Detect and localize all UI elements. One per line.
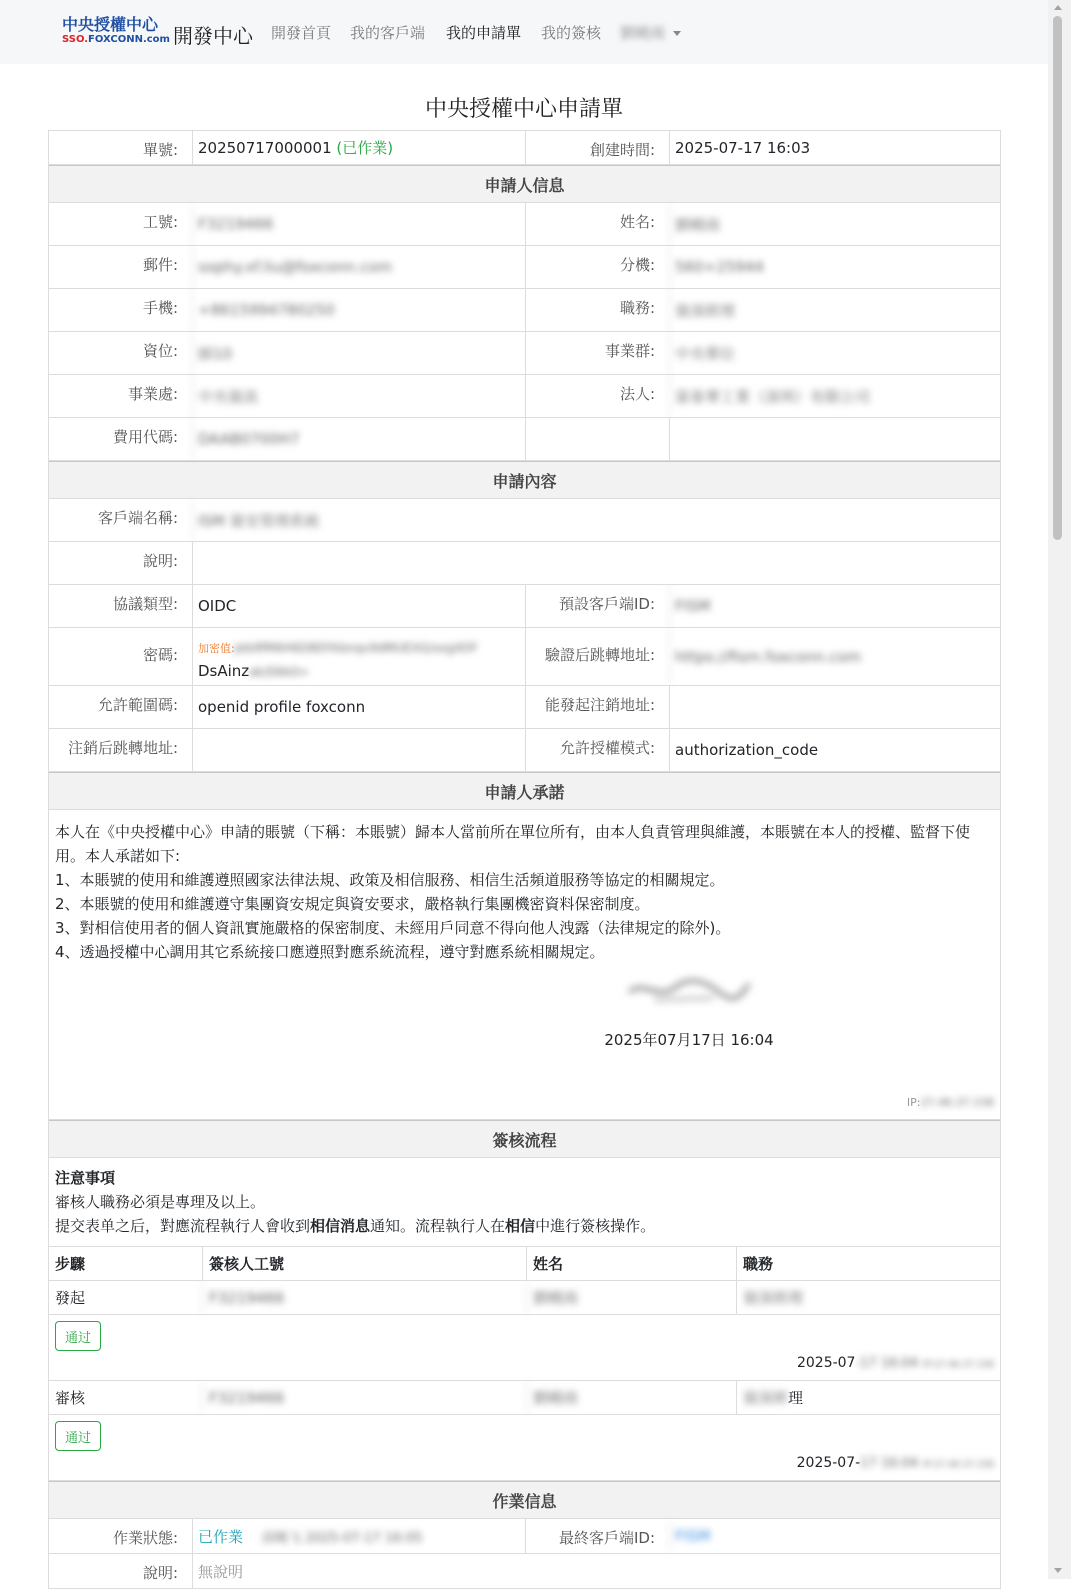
note-2: 提交表单之后，對應流程執行人會收到相信消息通知。流程執行人在相信中進行簽核操作。 <box>55 1217 656 1235</box>
logout-label: 能發起注銷地址: <box>544 696 655 714</box>
default-client-id-value: FISM <box>669 585 1001 627</box>
pledge-ip: IP:27.46.37.158 <box>906 1096 994 1109</box>
signature-image <box>624 970 754 1010</box>
pledge-item: 3、對相信使用者的個人資訊實施嚴格的保密制度、未經用戶同意不得向他人洩露（法律規定的除外)。 <box>55 919 731 937</box>
order-status: (已作業) <box>336 139 394 157</box>
approver-name: 劉曉雨 <box>526 1281 736 1314</box>
cost-value: DAAB0700H7 <box>192 418 525 460</box>
page-title: 中央授權中心申請單 <box>424 97 623 122</box>
client-name-value: ISM 資安管理系統 <box>192 499 1000 541</box>
approver-id: F3219466 <box>202 1381 526 1414</box>
logo-sso: SSO. <box>62 34 89 45</box>
scope-value: openid profile foxconn <box>192 686 525 728</box>
grant-value: authorization_code <box>669 729 1001 771</box>
created-value: 2025-07-17 16:03 <box>669 131 1001 164</box>
secret-label: 密碼: <box>142 646 178 664</box>
section-applicant-info: 申請人信息 <box>49 165 1000 203</box>
scope-label: 允許範圍碼: <box>97 696 178 714</box>
pass-button[interactable]: 通过 <box>55 1421 101 1451</box>
order-label: 單號: <box>142 141 178 159</box>
email-label: 郵件: <box>142 256 178 274</box>
grade-label: 資位: <box>142 342 178 360</box>
phone-label: 手機: <box>142 299 178 317</box>
pledge-item: 4、透過授權中心調用其它系統接口應遵照對應系統流程，遵守對應系統相關規定。 <box>55 943 605 961</box>
nav-my-clients[interactable]: 我的客戶端 <box>350 24 426 42</box>
col-title: 職務 <box>736 1247 1000 1280</box>
approver-name: 劉曉雨 <box>526 1381 736 1414</box>
section-operation-info: 作業信息 <box>49 1481 1000 1519</box>
application-form <box>48 130 1001 1589</box>
ext-value: 560+25944 <box>669 246 1001 288</box>
redirect-label: 驗證后跳轉地址: <box>544 646 655 664</box>
brand-title[interactable]: 開發中心 <box>173 24 253 48</box>
section-application-content: 申請內容 <box>49 461 1000 499</box>
default-client-id-label: 預設客戶端ID: <box>558 595 655 613</box>
logo-title: 中央授權中心 <box>62 15 159 34</box>
redirect-value: https://fism.foxconn.com <box>669 628 1001 685</box>
post-logout-label: 注銷后跳轉地址: <box>67 739 178 757</box>
nav-my-approvals[interactable]: 我的簽核 <box>541 24 602 42</box>
created-label: 創建時間: <box>589 141 655 159</box>
op-desc-value: 無說明 <box>192 1554 1000 1588</box>
sso-logo[interactable] <box>62 15 170 50</box>
grant-label: 允許授權模式: <box>559 739 655 757</box>
approver-id: F3219466 <box>202 1281 526 1314</box>
table-row <box>49 1381 1000 1415</box>
pass-button[interactable]: 通过 <box>55 1321 101 1351</box>
secret-line2-blur: ak/D6k0= <box>249 665 310 679</box>
secret-value <box>192 628 525 685</box>
scroll-up-arrow-icon[interactable] <box>1054 5 1062 10</box>
protocol-value: OIDC <box>192 585 525 627</box>
op-status-label: 作業狀態: <box>112 1529 178 1547</box>
logo-foxconn: FOXCONN.com <box>88 34 170 45</box>
grade-value: 師10 <box>192 332 525 374</box>
desc-value <box>192 542 1000 584</box>
secret-encrypted: Jeb9fM6H6D8DYkbnqv9dMUEXG/sxgXOF <box>234 641 478 655</box>
notes-title: 注意事項 <box>55 1169 116 1187</box>
nav-dev-home[interactable]: 開發首頁 <box>271 24 332 42</box>
top-navbar <box>0 0 1048 64</box>
final-client-id-label: 最終客戶端ID: <box>558 1529 655 1547</box>
approval-time: 2025-07-17 16:04 IP:27.46.37.158 <box>796 1355 994 1371</box>
chevron-down-icon <box>673 31 681 36</box>
col-approver-id: 簽核人工號 <box>202 1247 526 1280</box>
pledge-intro: 本人在《中央授權中心》申請的賬號（下稱：本賬號）歸本人當前所在單位所有，由本人負責管理與維護，本賬號在本人的授權、監督下使用。本人承諾如下: <box>55 823 971 865</box>
section-approval-flow: 簽核流程 <box>49 1120 1000 1158</box>
name-label: 姓名: <box>619 213 655 231</box>
approval-result-row <box>49 1415 1000 1481</box>
emp-label: 工號: <box>142 213 178 231</box>
title-value: 資深經理 <box>669 289 1001 331</box>
post-logout-value <box>192 729 525 771</box>
phone-value: +8615994780250 <box>192 289 525 331</box>
approval-result-row <box>49 1315 1000 1381</box>
signature-date: 2025年07月17日 16:04 <box>604 1031 774 1049</box>
secret-prefix: 加密值: <box>198 642 235 655</box>
order-row <box>49 130 1000 165</box>
step-name: 審核 <box>55 1389 86 1407</box>
col-step: 步驟 <box>55 1255 86 1273</box>
order-value <box>192 131 525 164</box>
pledge-item: 1、本賬號的使用和維護遵照國家法律法規、政策及相信服務、相信生活頻道服務等協定的相關規定。 <box>55 871 725 889</box>
op-desc-label: 說明: <box>142 1564 178 1582</box>
legal-label: 法人: <box>619 385 655 403</box>
nav-my-applications[interactable]: 我的申請單 <box>446 24 522 42</box>
section-pledge: 申請人承諾 <box>49 772 1000 810</box>
approval-notes <box>49 1158 1000 1247</box>
user-name: 劉曉雨 <box>620 24 666 42</box>
col-name: 姓名 <box>526 1247 736 1280</box>
pledge-item: 2、本賬號的使用和維護遵守集團資安規定與資安要求，嚴格執行集團機密資料保密制度。 <box>55 895 650 913</box>
user-menu-dropdown[interactable] <box>620 22 681 43</box>
bg-value: 中央單位 <box>669 332 1001 374</box>
note-1: 審核人職務必須是專理及以上。 <box>55 1193 266 1211</box>
step-name: 發起 <box>55 1289 86 1307</box>
approver-title: 資深經 理 <box>736 1381 1000 1414</box>
approver-title: 資深經理 <box>736 1281 1000 1314</box>
secret-line2: DsAinz <box>198 662 250 680</box>
title-label: 職務: <box>619 299 655 317</box>
desc-label: 說明: <box>142 552 178 570</box>
approval-time: 2025-07-17 16:04 IP:27.46.37.158 <box>796 1455 994 1471</box>
pledge-body <box>49 810 1000 1120</box>
scroll-down-arrow-icon[interactable] <box>1054 1568 1062 1573</box>
bg-label: 事業群: <box>604 342 655 360</box>
order-number: 20250717000001 <box>198 138 332 157</box>
protocol-label: 協議類型: <box>112 595 178 613</box>
scrollbar-thumb[interactable] <box>1053 16 1062 540</box>
legal-value: 富泰華工業（深圳）有限公司 <box>669 375 1001 417</box>
approval-table-header <box>49 1247 1000 1281</box>
table-row <box>49 1281 1000 1315</box>
client-name-label: 客戶端名稱: <box>97 509 178 527</box>
cost-label: 費用代碼: <box>112 428 178 446</box>
op-status-value: 已作業 邱曉飞 2025-07-17 16:05 <box>192 1519 525 1553</box>
ext-label: 分機: <box>619 256 655 274</box>
email-value: sophy.xf.liu@foxconn.com <box>192 246 525 288</box>
final-client-id-value: FISM <box>669 1519 1001 1553</box>
emp-value: F3219466 <box>192 203 525 245</box>
name-value: 劉曉雨 <box>669 203 1001 245</box>
logout-value <box>669 686 1001 728</box>
bu-label: 事業處: <box>127 385 178 403</box>
bu-value: 中央資訊 <box>192 375 525 417</box>
